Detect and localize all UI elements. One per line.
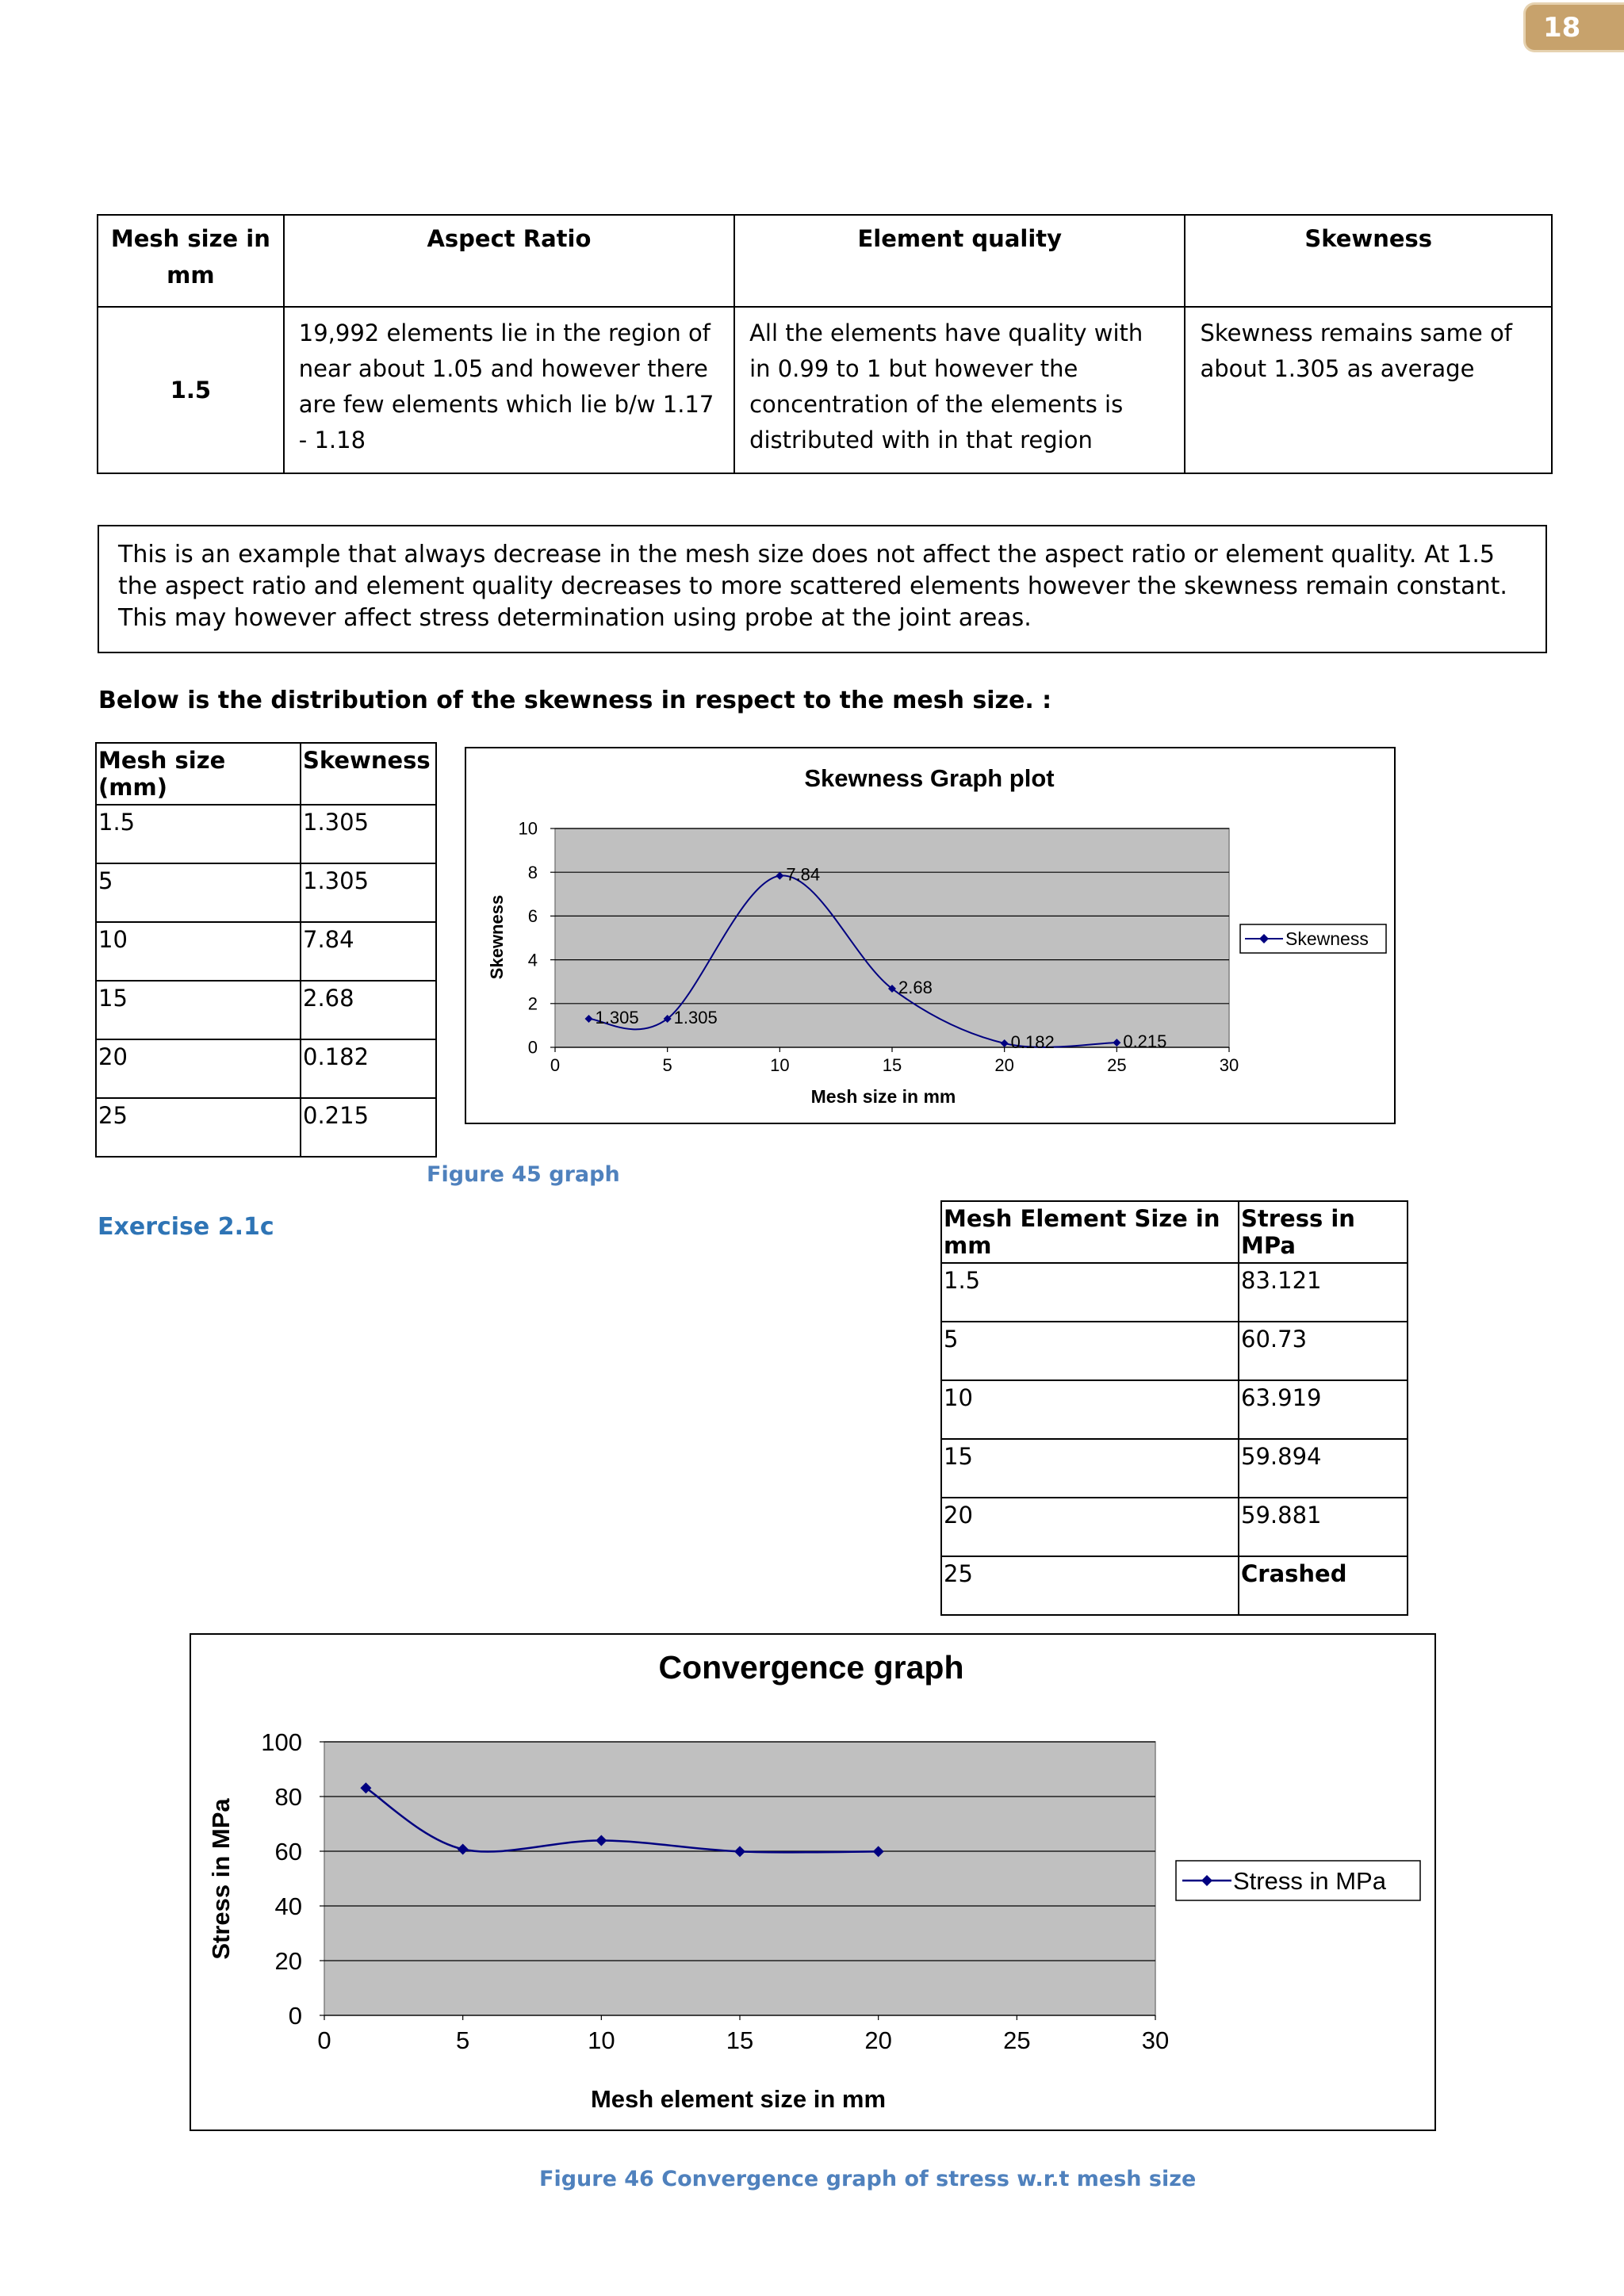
cell-stress: 63.919 [1239,1380,1408,1439]
x-axis-label: Mesh size in mm [810,1086,956,1107]
y-tick-label: 0 [527,1037,538,1058]
table-header-row [96,743,436,805]
page-number-badge [1523,2,1624,52]
x-tick-label: 25 [1107,1055,1127,1075]
cell-skewness: 2.68 [301,981,436,1039]
data-label: 7.84 [786,864,821,885]
y-tick-label: 40 [274,1892,302,1920]
x-tick-label: 15 [882,1055,902,1075]
cell-mesh: 15 [941,1439,1239,1498]
cell-stress: 60.73 [1239,1322,1408,1380]
chart-title: Skewness Graph plot [804,764,1055,792]
y-tick-label: 10 [518,818,538,839]
skewness-chart [466,748,1394,1123]
y-tick-label: 2 [527,993,538,1014]
table-row [96,1039,436,1098]
y-tick-label: 0 [288,2001,302,2030]
data-label: 1.305 [595,1007,639,1027]
cell-mesh: 1.5 [96,805,301,863]
x-tick-label: 25 [1003,2026,1031,2054]
table-row [941,1322,1408,1380]
y-tick-label: 60 [274,1837,302,1866]
table-row [96,805,436,863]
cell-skewness: 1.305 [301,863,436,922]
x-tick-label: 30 [1219,1055,1239,1075]
cell-aspect-ratio: 19,992 elements lie in the region of near about 1.05 and however there are few elements which lie b/w 1.17 - 1.18 [284,307,734,473]
cell-stress: 59.894 [1239,1439,1408,1498]
cell-stress: 83.121 [1239,1263,1408,1322]
x-tick-label: 30 [1141,2026,1170,2054]
data-label: 1.305 [673,1007,718,1027]
table-row [96,922,436,981]
x-tick-label: 10 [770,1055,790,1075]
cell-stress: 59.881 [1239,1498,1408,1556]
data-label: 0.182 [1010,1031,1055,1052]
table-row [941,1556,1408,1615]
cell-mesh: 15 [96,981,301,1039]
cell-mesh: 20 [941,1498,1239,1556]
x-tick-label: 5 [456,2026,470,2054]
x-tick-label: 20 [864,2026,892,2054]
x-tick-label: 20 [994,1055,1014,1075]
header-mesh-size-mm: Mesh size (mm) [96,743,301,805]
table-row [96,981,436,1039]
cell-mesh: 10 [96,922,301,981]
skewness-table [95,742,437,1158]
y-tick-label: 80 [274,1782,302,1811]
figure-46-caption: Figure 46 Convergence graph of stress w.r.t mesh size [539,2167,1197,2191]
cell-mesh: 5 [96,863,301,922]
table-row [941,1263,1408,1322]
x-tick-label: 0 [317,2026,331,2054]
y-tick-label: 6 [527,906,538,927]
chart-title: Convergence graph [658,1649,964,1686]
exercise-title: Exercise 2.1c [98,1213,274,1241]
cell-skewness: 7.84 [301,922,436,981]
table-row [98,307,1552,473]
cell-mesh: 25 [941,1556,1239,1615]
cell-skewness: 0.215 [301,1098,436,1157]
cell-mesh-size: 1.5 [98,307,284,473]
table-row [941,1498,1408,1556]
table-header-row [941,1201,1408,1263]
table-row [96,1098,436,1157]
legend-label: Skewness [1285,928,1369,949]
cell-skewness: 0.182 [301,1039,436,1098]
x-tick-label: 5 [662,1055,672,1075]
skewness-intro-text: Below is the distribution of the skewness in respect to the mesh size. : [98,687,1052,714]
mesh-quality-table [97,214,1553,474]
y-tick-label: 4 [527,950,538,970]
header-mesh-element-size: Mesh Element Size in mm [941,1201,1239,1263]
cell-skewness: Skewness remains same of about 1.305 as average [1185,307,1552,473]
cell-mesh: 10 [941,1380,1239,1439]
figure-45-caption: Figure 45 graph [427,1162,620,1187]
data-label: 0.215 [1123,1031,1167,1052]
header-mesh-size: Mesh size in mm [98,215,284,307]
y-tick-label: 20 [274,1946,302,1975]
comment-box: This is an example that always decrease in the mesh size does not affect the aspect ratio or element quality. At 1.5 the aspect ratio and element quality decreases to more scattered elements however the skewness remain constant. This may however affect stress determination using probe at the joint areas. [98,525,1547,653]
table-header-row [98,215,1552,307]
x-tick-label: 10 [588,2026,615,2054]
header-skewness: Skewness [1185,215,1552,307]
plot-area [324,1742,1155,2015]
cell-stress-crashed: Crashed [1239,1556,1408,1615]
header-aspect-ratio: Aspect Ratio [284,215,734,307]
convergence-chart [191,1635,1434,2130]
y-tick-label: 8 [527,862,538,882]
header-element-quality: Element quality [734,215,1185,307]
convergence-chart-frame [190,1633,1436,2131]
plot-area [555,828,1229,1047]
header-skewness: Skewness [301,743,436,805]
x-axis-label: Mesh element size in mm [590,2085,887,2113]
cell-skewness: 1.305 [301,805,436,863]
y-axis-label: Skewness [487,894,507,980]
header-stress: Stress in MPa [1239,1201,1408,1263]
y-tick-label: 100 [261,1728,302,1756]
table-row [941,1380,1408,1439]
cell-mesh: 5 [941,1322,1239,1380]
cell-mesh: 25 [96,1098,301,1157]
x-tick-label: 0 [550,1055,561,1075]
stress-table [940,1200,1408,1616]
legend-label: Stress in MPa [1233,1867,1386,1895]
y-axis-label: Stress in MPa [207,1798,235,1960]
cell-mesh: 20 [96,1039,301,1098]
cell-element-quality: All the elements have quality with in 0.99 to 1 but however the concentration of the elements is distributed with in that region [734,307,1185,473]
table-row [96,863,436,922]
cell-mesh: 1.5 [941,1263,1239,1322]
x-tick-label: 15 [726,2026,754,2054]
data-label: 2.68 [898,978,933,998]
table-row [941,1439,1408,1498]
skewness-chart-frame [465,747,1396,1124]
page-number: 18 [1543,11,1581,44]
